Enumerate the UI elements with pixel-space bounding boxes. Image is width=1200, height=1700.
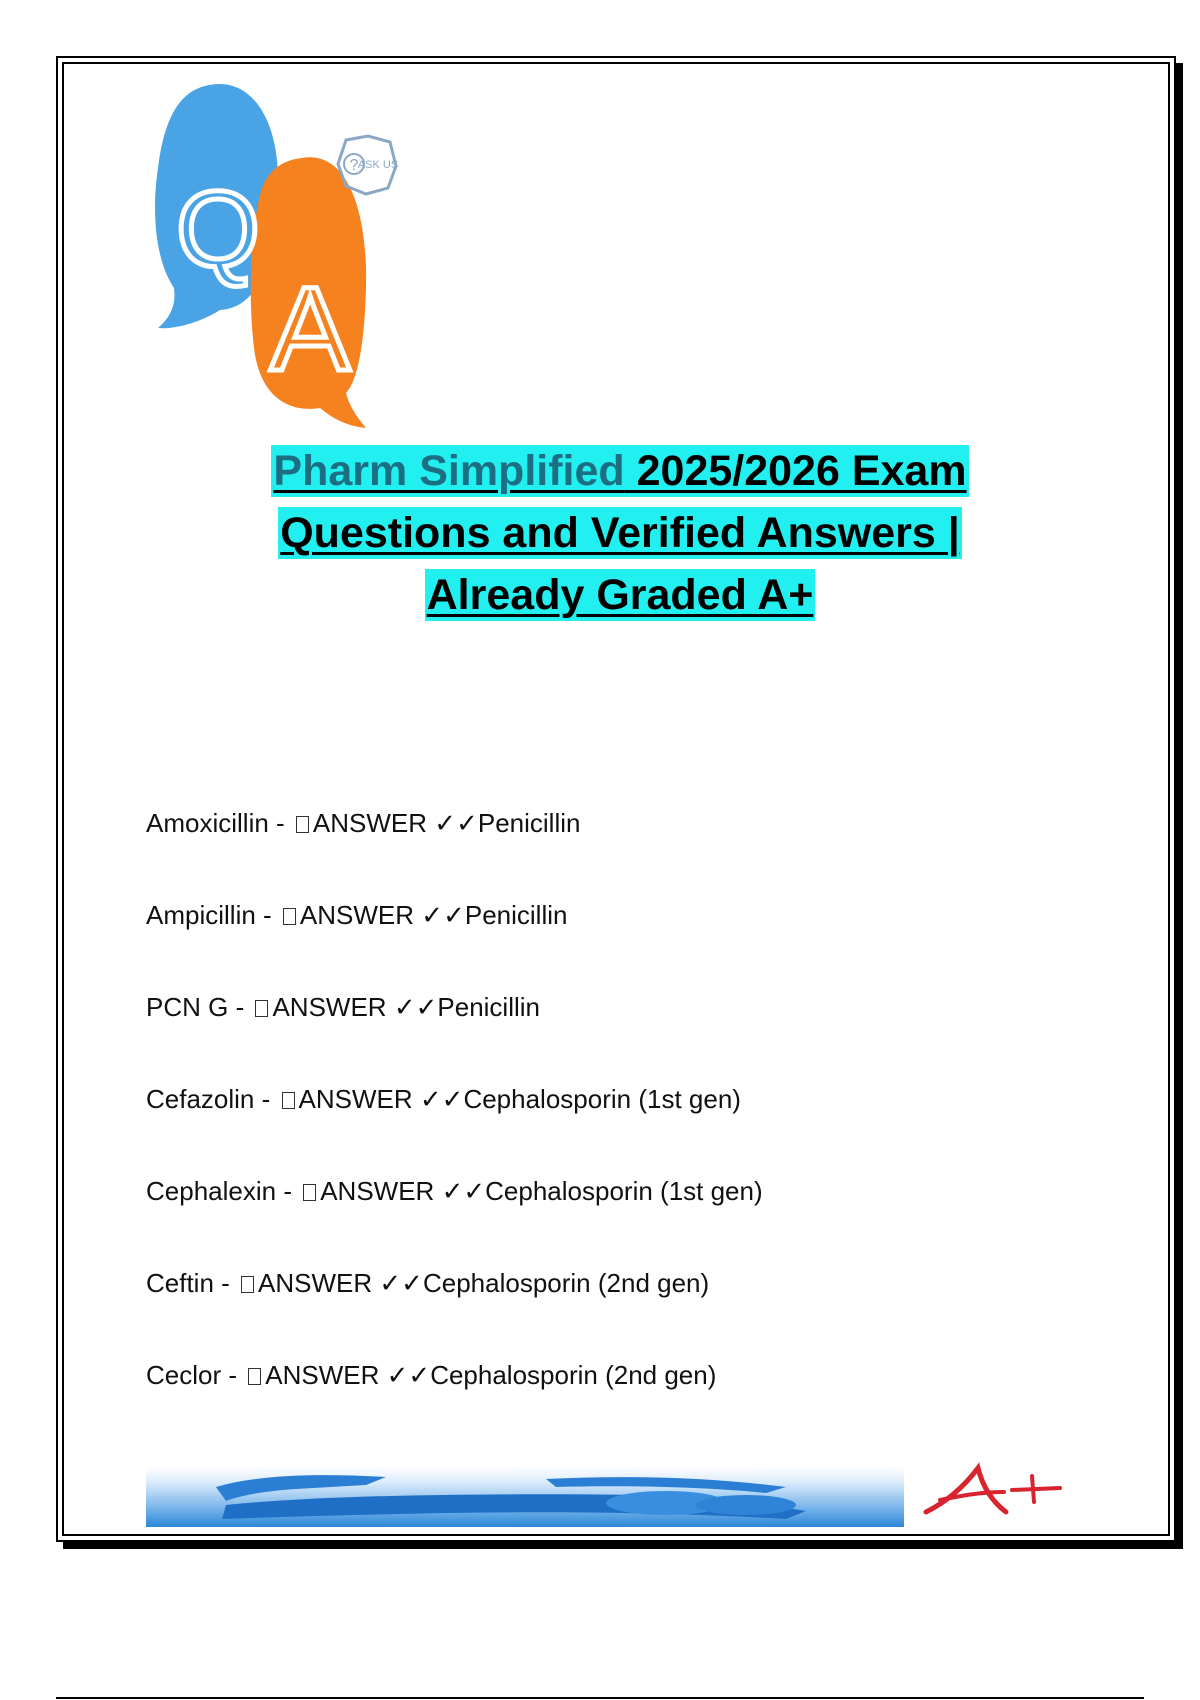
qa-answer-label: ANSWER	[272, 992, 387, 1022]
qa-term: Ceclor -	[146, 1360, 245, 1390]
check-marks: ✓✓	[379, 1268, 423, 1298]
check-marks: ✓✓	[386, 1360, 431, 1390]
title-line-2	[278, 507, 962, 559]
title-lead: Pharm Simplified	[273, 447, 625, 495]
qa-answer-label: ANSWER	[258, 1268, 373, 1298]
qa-term: PCN G -	[146, 992, 252, 1022]
title-line-3	[425, 569, 816, 621]
qa-term: Amoxicillin -	[146, 808, 292, 838]
qa-term: Cephalexin -	[146, 1176, 300, 1206]
logo-letter-q: Q	[175, 168, 261, 289]
ask-us-symbol: ?	[349, 157, 359, 174]
list-item	[146, 810, 1046, 902]
qa-answer: Penicillin	[437, 992, 540, 1022]
list-item	[146, 902, 1046, 994]
qa-term: Cefazolin -	[146, 1084, 278, 1114]
missing-glyph-icon	[248, 1368, 261, 1385]
missing-glyph-icon	[241, 1276, 254, 1293]
banner-graphic-icon	[146, 1467, 904, 1527]
list-item	[146, 1178, 1046, 1270]
qa-term: Ceftin -	[146, 1268, 238, 1298]
qa-answer-label: ANSWER	[265, 1360, 380, 1390]
list-item	[146, 994, 1046, 1086]
title-rest: Questions and Verified Answers |	[280, 509, 960, 557]
missing-glyph-icon	[296, 816, 309, 833]
check-marks: ✓✓	[421, 900, 465, 930]
qa-answer: Cephalosporin (2nd gen)	[430, 1360, 717, 1390]
bottom-divider	[56, 1697, 1144, 1699]
qa-answer: Penicillin	[477, 808, 581, 838]
footer-banner	[146, 1467, 904, 1527]
qa-answer-label: ANSWER	[298, 1084, 413, 1114]
ask-us-text: ASK US	[357, 159, 399, 171]
document-title	[150, 440, 1090, 626]
title-rest: Already Graded A+	[426, 571, 814, 619]
title-line-1	[271, 445, 968, 497]
ask-us-badge-icon	[338, 136, 398, 194]
list-item	[146, 1270, 1046, 1362]
qa-answer: Cephalosporin (2nd gen)	[422, 1268, 710, 1298]
qa-list	[146, 810, 1046, 1454]
check-marks: ✓✓	[434, 808, 478, 838]
title-rest: 2025/2026 Exam	[624, 447, 967, 495]
missing-glyph-icon	[255, 1000, 268, 1017]
qa-answer: Penicillin	[464, 900, 568, 930]
list-item	[146, 1362, 1046, 1454]
list-item	[146, 1086, 1046, 1178]
qa-answer-label: ANSWER	[299, 900, 415, 930]
qa-answer: Cephalosporin (1st gen)	[463, 1084, 741, 1114]
grade-a-plus-icon	[920, 1462, 1070, 1522]
missing-glyph-icon	[283, 908, 296, 925]
qa-logo	[150, 78, 420, 438]
qa-answer-label: ANSWER	[312, 808, 428, 838]
check-marks: ✓✓	[441, 1176, 486, 1206]
check-marks: ✓✓	[393, 992, 438, 1022]
missing-glyph-icon	[282, 1092, 295, 1109]
missing-glyph-icon	[303, 1184, 316, 1201]
qa-answer-label: ANSWER	[320, 1176, 435, 1206]
qa-answer: Cephalosporin (1st gen)	[485, 1176, 763, 1206]
logo-letter-a: A	[269, 262, 351, 396]
qa-term: Ampicillin -	[146, 900, 279, 930]
check-marks: ✓✓	[419, 1084, 464, 1114]
